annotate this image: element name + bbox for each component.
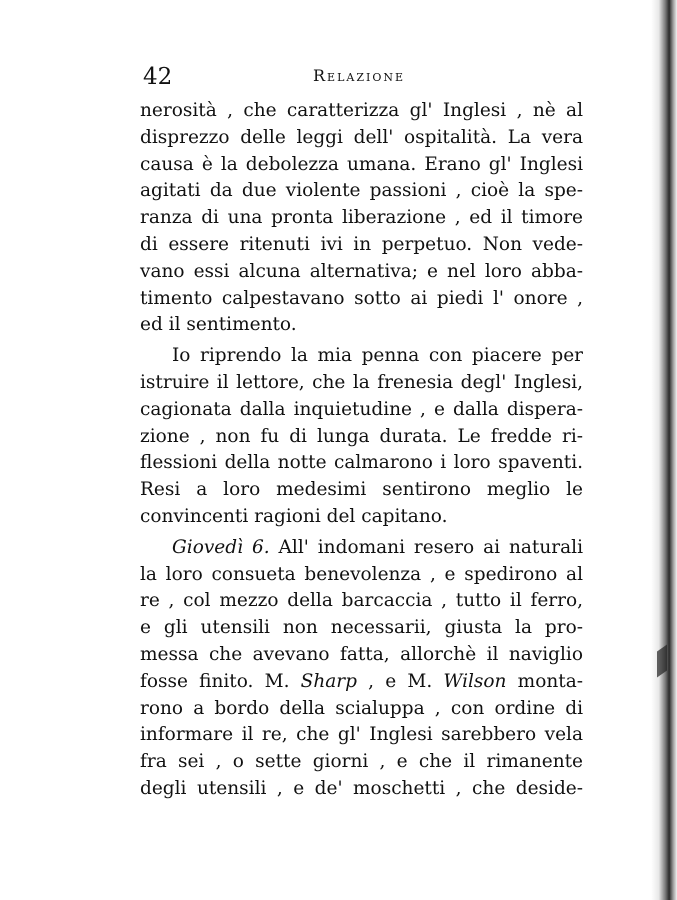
text-line: zione , non fu di lunga durata. Le fredde ri- [140,425,583,447]
text-line: Resi a loro medesimi sentirono meglio le [140,479,583,501]
text-line: flessioni della notte calmarono i loro spaventi. [140,452,583,474]
text-line: e gli utensili non necessarii, giusta la pro- [140,617,583,639]
text-span: All' indomani resero ai naturali [269,536,583,558]
page-header [143,62,583,96]
paragraph-3 [140,535,583,803]
text-line: vano essi alcuna alternativa; e nel loro abba- [140,260,583,282]
text-line: rono a bordo della scialuppa , con ordine di [140,697,583,719]
text-line: convincenti ragioni del capitano. [140,505,448,527]
text-line: cagionata dalla inquietudine , e dalla dispera- [140,398,583,420]
paragraph-2 [140,343,583,531]
text-line: re , col mezzo della barcaccia , tutto il ferro, [140,590,583,612]
body-text [140,98,583,803]
text-span: M. [264,670,301,692]
text-line: nerosità , che caratterizza gl' Inglesi , nè al [140,100,583,121]
page-number: 42 [143,64,173,90]
text-line: di essere ritenuti ivi in perpetuo. Non vede- [140,233,583,255]
text-line: disprezzo delle leggi dell' ospitalità. La vera [140,126,583,148]
text-line: agitati da due violente passioni , cioè la spe- [140,180,583,202]
paragraph-1 [140,98,583,339]
text-span: , e M. [356,670,444,692]
text-line: istruire il lettore, che la frenesia degl' Inglesi, [140,371,583,393]
text-line: degli utensili , e de' moschetti , che deside- [140,777,583,799]
text-line [140,669,583,696]
text-line [140,535,583,562]
text-line: ranza di una pronta liberazione , ed il timore [140,207,583,229]
text-line: Io riprendo la mia penna con piacere per [172,345,583,367]
person-name: Wilson [443,670,507,692]
text-line: causa è la debolezza umana. Erano gl' Inglesi [140,153,583,175]
page-edge-shadow [651,0,677,900]
text-line: ed il sentimento. [140,314,297,336]
text-line: fra sei , o sette giorni , e che il rimanente [140,751,583,773]
running-title: Relazione [313,66,405,85]
text-line: timento calpestavano sotto ai piedi l' onore , [140,287,583,309]
person-name: Sharp [300,670,357,692]
text-line: informare il re, che gl' Inglesi sarebbero vela [140,724,583,746]
text-span: fosse finito. [140,670,254,692]
date-lead: Giovedì 6. [172,536,270,558]
text-line: la loro consueta benevolenza , e spedirono al [140,563,583,585]
text-span: monta- [506,670,583,692]
text-line: messa che avevano fatta, allorchè il naviglio [140,643,583,665]
